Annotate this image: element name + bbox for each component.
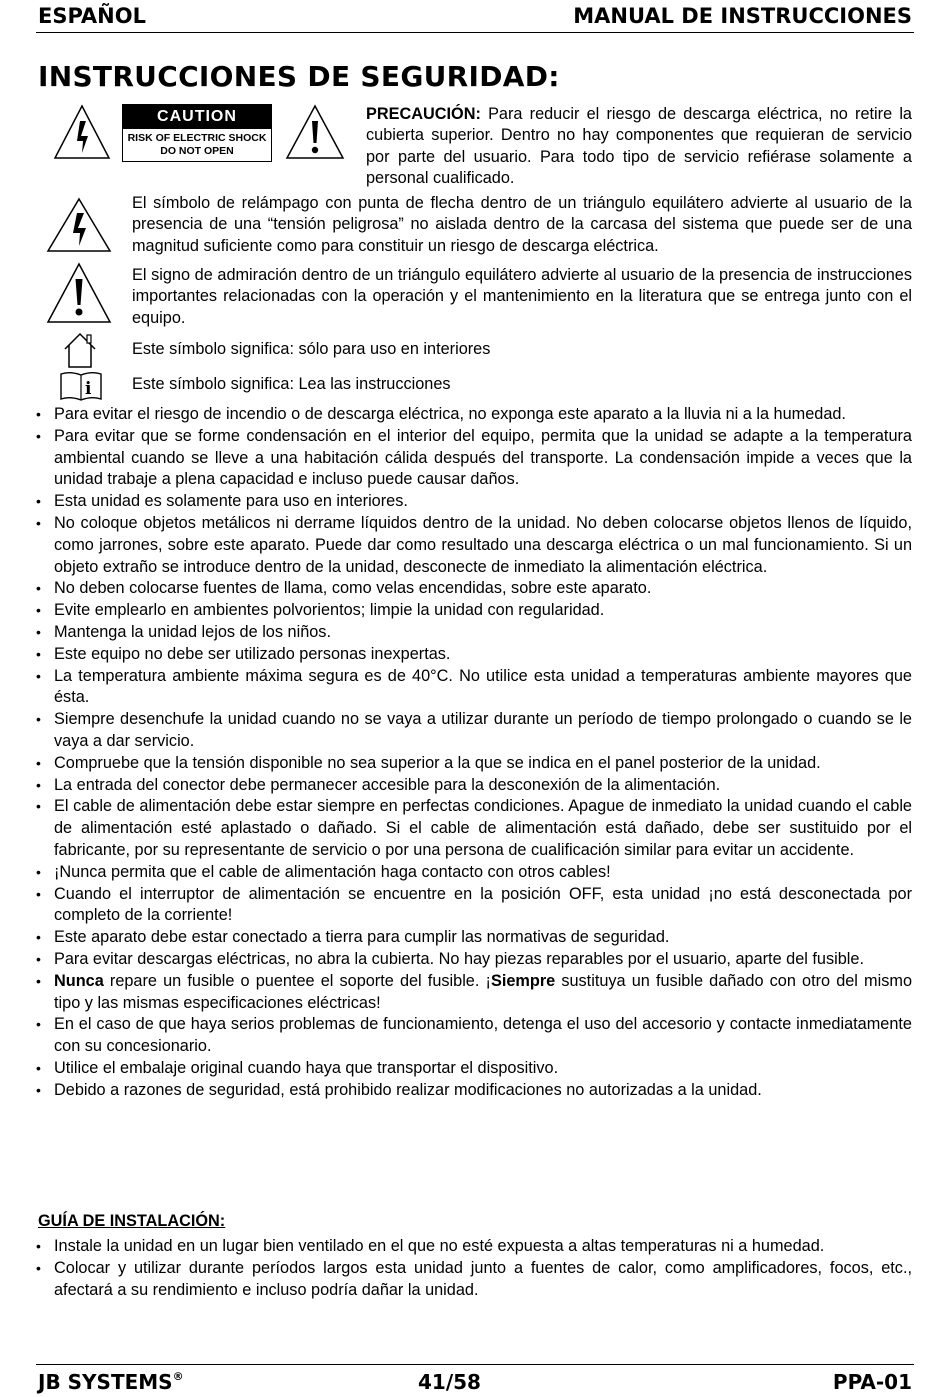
precaution-paragraph [366, 104, 912, 189]
list-item: • La temperatura ambiente máxima segura es de 40°C. No utilice esta unidad a temperaturas ambiente mayores que ésta. [36, 666, 912, 710]
list-item: • Debido a razones de seguridad, está prohibido realizar modificaciones no autorizadas a la unidad. [36, 1080, 912, 1102]
caution-label-title: CAUTION [123, 105, 271, 129]
list-item: • La entrada del conector debe permanecer accesible para la desconexión de la alimentación. [36, 775, 912, 797]
list-item-fuse [36, 971, 912, 1015]
footer-brand [38, 1370, 184, 1394]
fuse-text-1: repare un fusible o puentee el soporte del fusible. ¡ [103, 971, 491, 990]
registered-mark: ® [172, 1370, 184, 1383]
list-item: • Para evitar descargas eléctricas, no abra la cubierta. No hay piezas reparables por el usuario, aparte del fusible. [36, 949, 912, 971]
list-item: • El cable de alimentación debe estar siempre en perfectas condiciones. Apague de inmediato la unidad cuando el cable de alimentación esté aplastado o dañado. Si el cable de alimentación está dañado, debe ser sustituido por el fabricante, por su representante de servicio o por una persona de cualificación similar para evitar un accidente. [36, 796, 912, 861]
precaution-text: Para reducir el riesgo de descarga eléctrica, no retire la cubierta superior. Dentro no hay componentes que requieran de servicio por parte del usuario. Para todo tipo de servicio refiérase solamente a personal cualificado. [366, 105, 912, 187]
header-language: ESPAÑOL [38, 4, 146, 28]
list-item: • Este aparato debe estar conectado a tierra para cumplir las normativas de seguridad. [36, 927, 912, 949]
list-item: • Este equipo no debe ser utilizado personas inexpertas. [36, 644, 912, 666]
footer-page-number: 41/58 [418, 1370, 481, 1394]
list-item: • Compruebe que la tensión disponible no sea superior a la que se indica en el panel posterior de la unidad. [36, 753, 912, 775]
list-item: • Para evitar el riesgo de incendio o de descarga eléctrica, no exponga este aparato a la lluvia ni a la humedad. [36, 404, 912, 426]
list-item: • Mantenga la unidad lejos de los niños. [36, 622, 912, 644]
list-item: • Siempre desenchufe la unidad cuando no se vaya a utilizar durante un período de tiempo prolongado o cuando se le vaya a dar servicio. [36, 709, 912, 753]
footer-brand-name: JB SYSTEMS [38, 1370, 173, 1394]
list-item: • Evite emplearlo en ambientes polvorientos; limpie la unidad con regularidad. [36, 600, 912, 622]
page-title: INSTRUCCIONES DE SEGURIDAD: [38, 60, 560, 93]
list-item: • No coloque objetos metálicos ni derrame líquidos dentro de la unidad. No deben colocarse objetos llenos de líquido, como jarrones, sobre este aparato. Puede dar como resultado una descarga eléctrica o un mal funcionamiento. Si un objeto extraño se introduce dentro de la unidad, desconecte de inmediato la alimentación eléctrica. [36, 513, 912, 578]
list-item: • No deben colocarse fuentes de llama, como velas encendidas, sobre este aparato. [36, 578, 912, 600]
install-list [36, 1236, 912, 1301]
caution-label [122, 104, 272, 162]
page-footer [36, 1364, 914, 1397]
caution-line-2: DO NOT OPEN [160, 145, 234, 157]
safety-instructions-list [36, 404, 912, 1102]
list-item: • Cuando el interruptor de alimentación se encuentre en la posición OFF, esta unidad ¡no está desconectada por completo de la corriente! [36, 884, 912, 928]
footer-model: PPA-01 [832, 1370, 912, 1394]
list-item: • Instale la unidad en un lugar bien ventilado en el que no esté expuesta a altas temperaturas ni a humedad. [36, 1236, 912, 1258]
list-item: • Colocar y utilizar durante períodos largos esta unidad junto a fuentes de calor, como amplificadores, focos, etc., afectará a su rendimiento e incluso podría dañar la unidad. [36, 1258, 912, 1302]
read-symbol-text: Este símbolo significa: Lea las instrucciones [132, 375, 451, 393]
precaution-label: PRECAUCIÓN: [366, 105, 481, 123]
page-header [36, 2, 914, 33]
fuse-text-2: sustituya un fusible dañado con otro del mismo tipo y las mismas especificaciones eléctricas! [54, 971, 912, 1012]
caution-label-text [123, 129, 271, 158]
fuse-always: Siempre [490, 971, 556, 990]
exclamation-triangle-icon [284, 103, 346, 161]
svg-text:i: i [85, 379, 92, 399]
list-item: • En el caso de que haya serios problemas de funcionamiento, detenga el uso del accesorio y contacte inmediatamente con su concesionario. [36, 1014, 912, 1058]
house-icon [60, 330, 100, 370]
exclamation-paragraph: El signo de admiración dentro de un triángulo equilátero advierte al usuario de la presencia de instrucciones importantes relacionadas con la operación y el mantenimiento en la literatura que se entrega junto con el equipo. [132, 266, 912, 327]
header-doc-type: MANUAL DE INSTRUCCIONES [573, 4, 912, 28]
fuse-never: Nunca [54, 971, 104, 990]
exclamation-triangle-icon [46, 262, 112, 324]
list-item: • Esta unidad es solamente para uso en interiores. [36, 491, 912, 513]
indoor-symbol-text: Este símbolo significa: sólo para uso en interiores [132, 340, 491, 358]
list-item: • ¡Nunca permita que el cable de alimentación haga contacto con otros cables! [36, 862, 912, 884]
list-item: • Utilice el embalaje original cuando haya que transportar el dispositivo. [36, 1058, 912, 1080]
read-instructions-icon [58, 370, 104, 402]
caution-line-1: RISK OF ELECTRIC SHOCK [127, 132, 267, 144]
lightning-triangle-icon [52, 103, 112, 161]
install-section-title: GUÍA DE INSTALACIÓN: [38, 1212, 226, 1230]
lightning-triangle-icon [46, 197, 112, 253]
lightning-paragraph: El símbolo de relámpago con punta de flecha dentro de un triángulo equilátero advierte al usuario de la presencia de una “tensión peligrosa” no aislada dentro de la carcasa del sistema que puede ser de una magnitud suficiente como para constituir un riesgo de descarga eléctrica. [132, 194, 912, 255]
list-item: • Para evitar que se forme condensación en el interior del equipo, permita que la unidad se adapte a la temperatura ambiental cuando se lleve a una habitación cálida después del transporte. La condensación impide a veces que la unidad trabaje a plena capacidad e incluso puede causar daños. [36, 426, 912, 491]
